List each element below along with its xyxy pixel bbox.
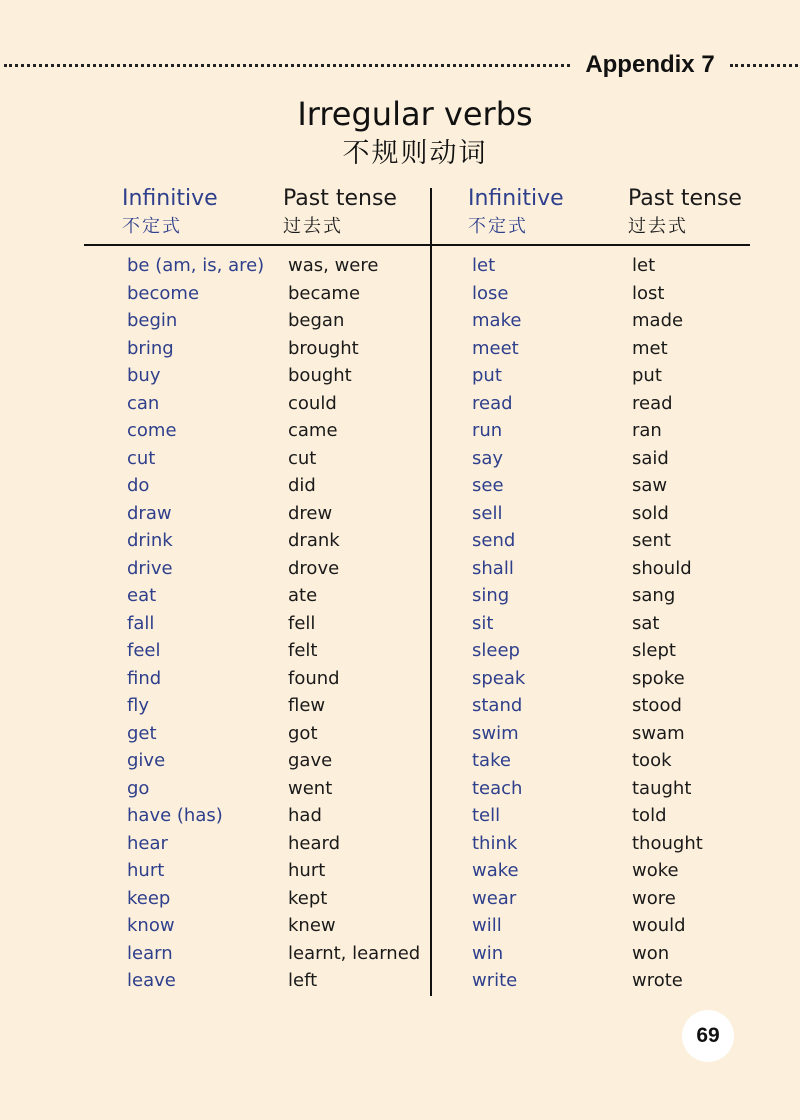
verb-infinitive: fall <box>127 612 155 634</box>
header-past-right <box>628 184 742 240</box>
verb-past-tense: kept <box>288 887 328 909</box>
verb-infinitive: shall <box>472 557 514 579</box>
header-infinitive-cn: 不定式 <box>468 216 528 237</box>
verb-infinitive: become <box>127 282 200 304</box>
verb-past-tense: bought <box>288 365 352 386</box>
verb-infinitive: do <box>127 475 150 496</box>
verb-infinitive: swim <box>472 722 519 744</box>
verb-past-tense: got <box>288 722 318 744</box>
verb-past-tense: drove <box>288 557 340 579</box>
verb-past-tense: flew <box>288 695 326 716</box>
verb-infinitive: bring <box>127 337 174 359</box>
verb-past-tense: swam <box>632 722 685 744</box>
header-infinitive-right <box>468 184 564 240</box>
appendix-header <box>0 48 800 82</box>
verb-infinitive: know <box>127 915 175 936</box>
verb-infinitive: leave <box>127 970 176 991</box>
verb-past-tense: felt <box>288 640 318 661</box>
left-past-list <box>288 252 420 995</box>
verb-infinitive: hurt <box>127 860 165 881</box>
verb-past-tense: ate <box>288 585 318 606</box>
dotted-rule-right <box>730 64 798 67</box>
verb-infinitive: win <box>472 942 504 964</box>
verb-past-tense: should <box>632 557 692 579</box>
verb-past-tense: said <box>632 447 669 469</box>
header-past-cn: 过去式 <box>283 216 343 237</box>
verb-infinitive: write <box>472 970 518 991</box>
verb-past-tense: met <box>632 337 668 359</box>
verb-infinitive: give <box>127 750 166 771</box>
verb-infinitive: make <box>472 310 522 331</box>
verb-infinitive: run <box>472 420 503 441</box>
verb-infinitive: sing <box>472 585 510 606</box>
page-title: Irregular verbs <box>297 95 533 133</box>
verb-past-tense: wore <box>632 887 676 909</box>
verb-infinitive: be (am, is, are) <box>127 255 265 276</box>
verb-infinitive: take <box>472 750 511 771</box>
verb-infinitive: draw <box>127 502 172 524</box>
verb-past-tense: ran <box>632 420 662 441</box>
verb-infinitive: speak <box>472 667 526 689</box>
verb-infinitive: go <box>127 777 150 799</box>
verb-past-tense: began <box>288 310 345 331</box>
verb-past-tense: told <box>632 805 667 826</box>
verb-infinitive: find <box>127 667 162 689</box>
verb-past-tense: would <box>632 915 686 936</box>
verb-past-tense: brought <box>288 337 359 359</box>
dotted-rule-left <box>4 64 570 67</box>
verb-infinitive: read <box>472 392 513 414</box>
header-infinitive-en: Infinitive <box>468 186 564 211</box>
verb-past-tense: did <box>288 475 316 496</box>
verb-infinitive: begin <box>127 310 178 331</box>
verb-past-tense: sang <box>632 585 676 606</box>
verb-past-tense: lost <box>632 282 665 304</box>
verb-past-tense: came <box>288 420 338 441</box>
verb-past-tense: sent <box>632 530 671 551</box>
verb-past-tense: hurt <box>288 860 326 881</box>
verb-infinitive: will <box>472 915 502 936</box>
verb-infinitive: think <box>472 832 518 854</box>
verb-past-tense: woke <box>632 860 679 881</box>
verb-past-tense: gave <box>288 750 333 771</box>
header-infinitive-left <box>122 184 218 240</box>
verb-past-tense: sat <box>632 612 660 634</box>
verb-infinitive: hear <box>127 832 168 854</box>
verb-infinitive: teach <box>472 777 523 799</box>
header-infinitive-en: Infinitive <box>122 186 218 211</box>
verb-past-tense: had <box>288 805 322 826</box>
header-divider <box>84 244 750 246</box>
verb-infinitive: tell <box>472 805 501 826</box>
verb-past-tense: became <box>288 282 361 304</box>
verb-past-tense: learnt, learned <box>288 942 421 964</box>
verb-past-tense: drank <box>288 530 340 551</box>
verb-infinitive: lose <box>472 282 509 304</box>
verb-infinitive: cut <box>127 447 156 469</box>
verb-past-tense: taught <box>632 777 692 799</box>
verb-infinitive: sit <box>472 612 494 634</box>
verb-past-tense: drew <box>288 502 333 524</box>
verb-infinitive: drink <box>127 530 173 551</box>
right-past-list <box>632 252 703 995</box>
verb-infinitive: put <box>472 365 502 386</box>
header-past-en: Past tense <box>283 186 397 211</box>
verb-infinitive: stand <box>472 695 523 716</box>
verb-past-tense: went <box>288 777 333 799</box>
verb-past-tense: left <box>288 970 318 991</box>
left-infinitive-list <box>127 252 264 995</box>
verb-infinitive: come <box>127 420 177 441</box>
verb-past-tense: was, were <box>288 255 379 276</box>
right-infinitive-list <box>472 252 525 995</box>
verb-infinitive: eat <box>127 585 157 606</box>
verb-past-tense: fell <box>288 612 316 634</box>
verb-past-tense: knew <box>288 915 336 936</box>
verb-past-tense: read <box>632 392 673 414</box>
verb-infinitive: say <box>472 447 504 469</box>
appendix-label: Appendix 7 <box>585 51 715 78</box>
verb-infinitive: sell <box>472 502 503 524</box>
verb-past-tense: put <box>632 365 662 386</box>
verb-past-tense: cut <box>288 447 317 469</box>
header-past-cn: 过去式 <box>628 216 688 237</box>
verb-past-tense: sold <box>632 502 669 524</box>
verb-past-tense: spoke <box>632 667 685 689</box>
header-infinitive-cn: 不定式 <box>122 216 182 237</box>
verb-past-tense: saw <box>632 475 668 496</box>
verb-past-tense: took <box>632 750 672 771</box>
verb-infinitive: wake <box>472 860 519 881</box>
verb-infinitive: have (has) <box>127 805 223 826</box>
verb-infinitive: keep <box>127 887 171 909</box>
verb-infinitive: buy <box>127 365 161 386</box>
verb-past-tense: slept <box>632 640 676 661</box>
page-number: 69 <box>682 1010 734 1062</box>
verb-infinitive: drive <box>127 557 173 579</box>
verb-past-tense: thought <box>632 832 703 854</box>
verb-infinitive: see <box>472 475 504 496</box>
verb-infinitive: send <box>472 530 516 551</box>
verb-infinitive: learn <box>127 942 173 964</box>
verb-infinitive: get <box>127 722 157 744</box>
verb-past-tense: stood <box>632 695 682 716</box>
verb-infinitive: can <box>127 392 160 414</box>
verb-past-tense: found <box>288 667 340 689</box>
verb-infinitive: meet <box>472 337 519 359</box>
verb-infinitive: feel <box>127 640 161 661</box>
column-divider <box>430 188 432 996</box>
verb-infinitive: fly <box>127 695 149 716</box>
verb-infinitive: wear <box>472 887 517 909</box>
header-past-left <box>283 184 397 240</box>
page-subtitle: 不规则动词 <box>342 138 488 169</box>
verb-past-tense: could <box>288 392 337 414</box>
verb-past-tense: won <box>632 942 670 964</box>
verb-past-tense: wrote <box>632 970 683 991</box>
verb-infinitive: let <box>472 255 496 276</box>
verb-past-tense: let <box>632 255 656 276</box>
verb-infinitive: sleep <box>472 640 520 661</box>
verb-past-tense: heard <box>288 832 341 854</box>
header-past-en: Past tense <box>628 186 742 211</box>
verb-past-tense: made <box>632 310 684 331</box>
